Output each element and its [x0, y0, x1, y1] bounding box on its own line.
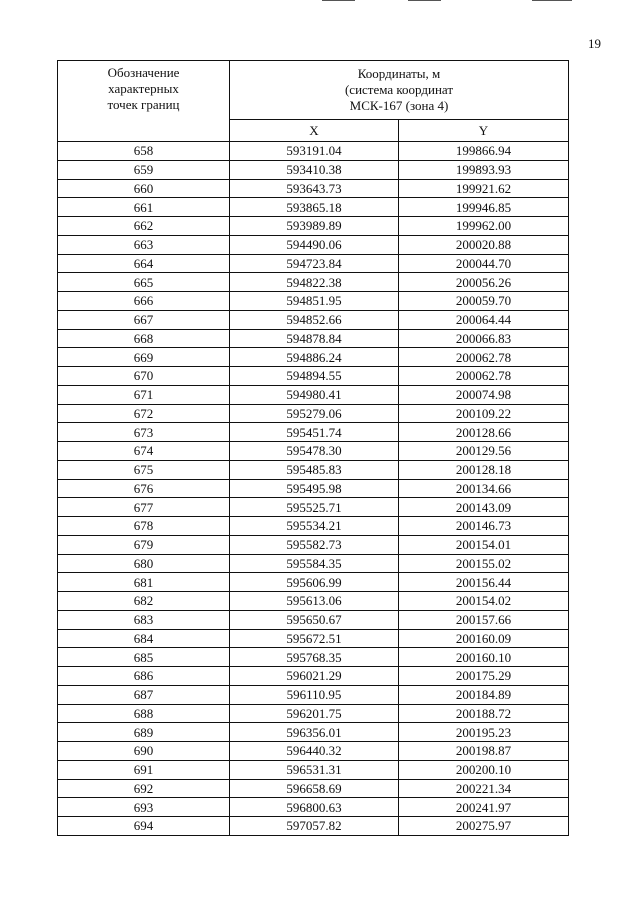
table-row	[58, 723, 569, 742]
table-row	[58, 629, 569, 648]
table-row	[58, 423, 569, 442]
x-cell: 593191.04	[230, 142, 399, 161]
x-cell: 595672.51	[230, 629, 399, 648]
y-cell: 200056.26	[399, 273, 569, 292]
table-row	[58, 254, 569, 273]
y-cell: 200155.02	[399, 554, 569, 573]
x-cell: 595451.74	[230, 423, 399, 442]
point-cell: 689	[58, 723, 230, 742]
table-row	[58, 404, 569, 423]
x-cell: 596440.32	[230, 742, 399, 761]
y-cell: 200129.56	[399, 442, 569, 461]
table-row	[58, 142, 569, 161]
point-cell: 662	[58, 217, 230, 236]
y-cell: 200188.72	[399, 704, 569, 723]
x-cell: 593410.38	[230, 160, 399, 179]
table-row	[58, 535, 569, 554]
coordinates-header-line-3: МСК-167 (зона 4)	[349, 98, 449, 113]
x-cell: 596201.75	[230, 704, 399, 723]
y-cell: 200154.01	[399, 535, 569, 554]
table-row	[58, 742, 569, 761]
y-cell: 200154.02	[399, 592, 569, 611]
x-cell: 595495.98	[230, 479, 399, 498]
x-cell: 593989.89	[230, 217, 399, 236]
point-cell: 669	[58, 348, 230, 367]
point-label-header-line-3: точек границ	[107, 97, 180, 112]
y-cell: 200059.70	[399, 292, 569, 311]
table-row	[58, 554, 569, 573]
x-cell: 593865.18	[230, 198, 399, 217]
table-row	[58, 292, 569, 311]
point-cell: 687	[58, 685, 230, 704]
point-cell: 676	[58, 479, 230, 498]
table-row	[58, 517, 569, 536]
x-cell: 595606.99	[230, 573, 399, 592]
y-cell: 200156.44	[399, 573, 569, 592]
y-cell: 199946.85	[399, 198, 569, 217]
coordinates-header-line-1: Координаты, м	[357, 66, 441, 81]
y-cell: 200062.78	[399, 348, 569, 367]
y-cell: 200066.83	[399, 329, 569, 348]
table-row	[58, 498, 569, 517]
y-cell: 200275.97	[399, 817, 569, 836]
table-row	[58, 385, 569, 404]
x-cell: 596110.95	[230, 685, 399, 704]
table-row	[58, 217, 569, 236]
x-cell: 594852.66	[230, 310, 399, 329]
y-cell: 200175.29	[399, 667, 569, 686]
point-cell: 685	[58, 648, 230, 667]
y-cell: 200241.97	[399, 798, 569, 817]
point-cell: 671	[58, 385, 230, 404]
table-row	[58, 160, 569, 179]
table-row	[58, 667, 569, 686]
x-cell: 595279.06	[230, 404, 399, 423]
coordinates-table	[57, 60, 569, 836]
point-cell: 693	[58, 798, 230, 817]
x-cell: 594980.41	[230, 385, 399, 404]
x-cell: 594822.38	[230, 273, 399, 292]
y-cell: 200221.34	[399, 779, 569, 798]
table-row	[58, 460, 569, 479]
table-row	[58, 573, 569, 592]
point-cell: 658	[58, 142, 230, 161]
point-cell: 691	[58, 760, 230, 779]
table-row	[58, 179, 569, 198]
y-cell: 200134.66	[399, 479, 569, 498]
y-cell: 200143.09	[399, 498, 569, 517]
y-cell: 200160.09	[399, 629, 569, 648]
page-top-rule-1	[322, 0, 355, 1]
point-cell: 675	[58, 460, 230, 479]
y-cell: 199921.62	[399, 179, 569, 198]
x-cell: 595525.71	[230, 498, 399, 517]
x-cell: 593643.73	[230, 179, 399, 198]
x-cell: 595534.21	[230, 517, 399, 536]
table-row	[58, 798, 569, 817]
point-cell: 678	[58, 517, 230, 536]
point-cell: 663	[58, 235, 230, 254]
x-cell: 594894.55	[230, 367, 399, 386]
point-cell: 677	[58, 498, 230, 517]
y-cell: 199866.94	[399, 142, 569, 161]
page-top-rule-3	[532, 0, 572, 1]
point-cell: 666	[58, 292, 230, 311]
table-row	[58, 479, 569, 498]
table-row	[58, 779, 569, 798]
x-cell: 596531.31	[230, 760, 399, 779]
coordinates-header	[230, 61, 569, 120]
point-cell: 659	[58, 160, 230, 179]
x-cell: 595650.67	[230, 610, 399, 629]
x-cell: 595582.73	[230, 535, 399, 554]
point-cell: 680	[58, 554, 230, 573]
x-cell: 595768.35	[230, 648, 399, 667]
table-row	[58, 760, 569, 779]
point-cell: 665	[58, 273, 230, 292]
table-row	[58, 817, 569, 836]
point-cell: 679	[58, 535, 230, 554]
x-cell: 594851.95	[230, 292, 399, 311]
point-cell: 686	[58, 667, 230, 686]
point-cell: 664	[58, 254, 230, 273]
point-cell: 692	[58, 779, 230, 798]
point-label-header-line-1: Обозначение	[107, 65, 180, 80]
table-row	[58, 704, 569, 723]
y-cell: 200074.98	[399, 385, 569, 404]
table-row	[58, 610, 569, 629]
point-cell: 672	[58, 404, 230, 423]
coordinates-header-line-2: (система координат	[344, 82, 454, 97]
y-cell: 200200.10	[399, 760, 569, 779]
point-cell: 683	[58, 610, 230, 629]
y-cell: 200044.70	[399, 254, 569, 273]
coordinates-table-body	[58, 142, 569, 836]
x-cell: 595613.06	[230, 592, 399, 611]
point-cell: 690	[58, 742, 230, 761]
point-label-header-line-2: характерных	[108, 81, 179, 96]
x-cell: 596356.01	[230, 723, 399, 742]
x-cell: 595478.30	[230, 442, 399, 461]
table-row	[58, 685, 569, 704]
x-cell: 595584.35	[230, 554, 399, 573]
x-column-header: X	[230, 120, 399, 142]
point-cell: 681	[58, 573, 230, 592]
point-cell: 661	[58, 198, 230, 217]
point-cell: 684	[58, 629, 230, 648]
x-cell: 597057.82	[230, 817, 399, 836]
x-cell: 596021.29	[230, 667, 399, 686]
y-cell: 200146.73	[399, 517, 569, 536]
point-cell: 674	[58, 442, 230, 461]
y-cell: 200160.10	[399, 648, 569, 667]
point-cell: 668	[58, 329, 230, 348]
point-cell: 660	[58, 179, 230, 198]
x-cell: 594490.06	[230, 235, 399, 254]
page-top-rule-2	[408, 0, 441, 1]
point-label-header	[58, 61, 230, 142]
table-row	[58, 367, 569, 386]
y-cell: 200128.18	[399, 460, 569, 479]
x-cell: 596800.63	[230, 798, 399, 817]
table-row	[58, 235, 569, 254]
table-row	[58, 348, 569, 367]
x-cell: 596658.69	[230, 779, 399, 798]
table-row	[58, 273, 569, 292]
x-cell: 594723.84	[230, 254, 399, 273]
y-cell: 199893.93	[399, 160, 569, 179]
table-row	[58, 329, 569, 348]
x-cell: 594878.84	[230, 329, 399, 348]
y-cell: 200195.23	[399, 723, 569, 742]
x-cell: 595485.83	[230, 460, 399, 479]
y-cell: 200184.89	[399, 685, 569, 704]
table-row	[58, 310, 569, 329]
table-row	[58, 592, 569, 611]
point-cell: 682	[58, 592, 230, 611]
y-cell: 200064.44	[399, 310, 569, 329]
y-cell: 200109.22	[399, 404, 569, 423]
y-cell: 200157.66	[399, 610, 569, 629]
y-cell: 200020.88	[399, 235, 569, 254]
table-row	[58, 198, 569, 217]
y-cell: 199962.00	[399, 217, 569, 236]
point-cell: 670	[58, 367, 230, 386]
table-row	[58, 648, 569, 667]
x-cell: 594886.24	[230, 348, 399, 367]
y-cell: 200198.87	[399, 742, 569, 761]
point-cell: 667	[58, 310, 230, 329]
point-cell: 673	[58, 423, 230, 442]
table-row	[58, 442, 569, 461]
y-cell: 200062.78	[399, 367, 569, 386]
page-number: 19	[588, 36, 601, 51]
y-column-header: Y	[399, 120, 569, 142]
y-cell: 200128.66	[399, 423, 569, 442]
point-cell: 688	[58, 704, 230, 723]
point-cell: 694	[58, 817, 230, 836]
